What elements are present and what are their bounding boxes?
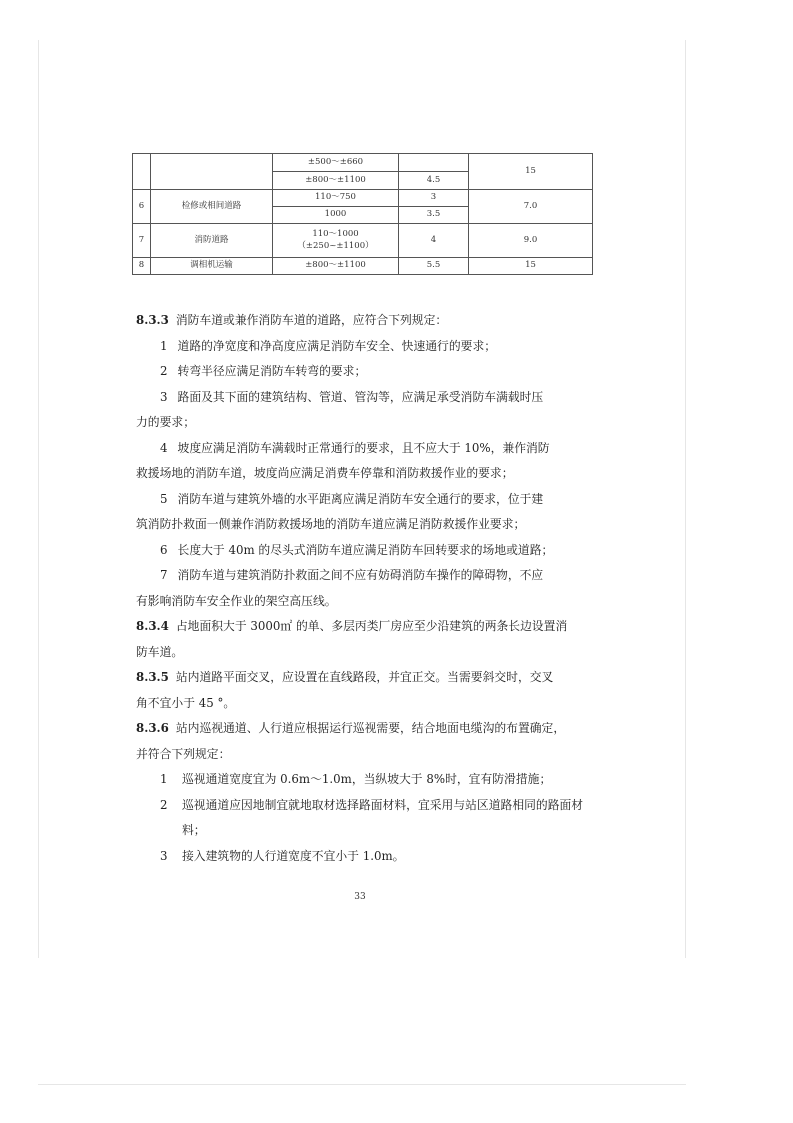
- road-spec-table: [132, 153, 593, 275]
- item-number: 5: [160, 491, 168, 506]
- list-item: [136, 385, 596, 411]
- table-cell: 4.5: [399, 172, 469, 190]
- list-item: [136, 436, 596, 462]
- item-number: 3: [160, 389, 168, 404]
- table-row: [133, 190, 593, 207]
- table-cell: 5.5: [399, 258, 469, 275]
- page-margin-line-left: [38, 40, 39, 958]
- item-text: 消防车道与建筑外墙的水平距离应满足消防车安全通行的要求，位于建: [177, 491, 544, 506]
- table-cell: ±500～±660: [273, 154, 399, 172]
- list-item: [160, 793, 596, 844]
- item-text: 道路的净宽度和净高度应满足消防车安全、快速通行的要求；: [177, 338, 497, 353]
- clause-8-3-4: [136, 614, 596, 640]
- item-text: 坡度应满足消防车满载时正常通行的要求，且不应大于 10%，兼作消防: [177, 440, 550, 455]
- item-continuation: 筑消防扑救面一侧兼作消防救援场地的消防车道应满足消防救援作业要求；: [136, 517, 526, 531]
- list-item: [160, 844, 596, 870]
- table-cell: 110～750: [273, 190, 399, 207]
- clause-8-3-6: [136, 716, 596, 742]
- list-item: [136, 538, 596, 564]
- clause-8-3-3: [136, 308, 596, 334]
- table-cell: 调相机运输: [151, 258, 273, 275]
- item-text: 路面及其下面的建筑结构、管道、管沟等，应满足承受消防车满载时压: [177, 389, 544, 404]
- item-number: 1: [160, 338, 168, 353]
- table-row: [133, 154, 593, 172]
- item-text: 接入建筑物的人行道宽度不宜小于 1.0m。: [182, 848, 405, 863]
- item-continuation: 有影响消防车安全作业的架空高压线。: [136, 593, 337, 608]
- table-cell: 3.5: [399, 207, 469, 224]
- clause-number: 8.3.5: [136, 670, 169, 684]
- item-text: 巡视通道宽度宜为 0.6m～1.0m，当纵坡大于 8%时，宜有防滑措施；: [182, 772, 552, 786]
- clause-number: 8.3.6: [136, 721, 169, 735]
- item-number: 4: [160, 440, 168, 455]
- page-number: 33: [354, 892, 366, 902]
- table-row: [133, 224, 593, 258]
- item-continuation: 救援场地的消防车道，坡度尚应满足消费车停靠和消防救援作业的要求；: [136, 466, 514, 480]
- table-cell: [133, 154, 151, 190]
- table-cell: 15: [469, 154, 593, 190]
- table-cell: 7: [133, 224, 151, 258]
- item-number: 7: [160, 568, 168, 582]
- list-item: [160, 767, 596, 793]
- clause-continuation: 防车道。: [136, 644, 184, 659]
- list-item: [136, 563, 596, 589]
- item-number: 2: [160, 797, 168, 812]
- table-cell: [273, 224, 399, 258]
- clause-text: 站内巡视通道、人行道应根据运行巡视需要，结合地面电缆沟的布置确定，: [175, 721, 566, 735]
- page-margin-line-right: [685, 40, 686, 958]
- table-cell: 检修或相间道路: [151, 190, 273, 224]
- cell-line: （±250~±1100）: [297, 240, 374, 251]
- clause-number: 8.3.4: [136, 619, 169, 633]
- list-item: [136, 334, 596, 360]
- item-text: 消防车道与建筑消防扑救面之间不应有妨碍消防车操作的障碍物，不应: [177, 568, 544, 582]
- item-text: 长度大于 40m 的尽头式消防车道应满足消防车回转要求的场地或道路；: [177, 542, 554, 557]
- list-item: [136, 359, 596, 385]
- table-cell: ±800～±1100: [273, 258, 399, 275]
- item-number: 6: [160, 542, 168, 557]
- table-cell: 3: [399, 190, 469, 207]
- clause-number: 8.3.3: [136, 313, 169, 327]
- table-cell: 15: [469, 258, 593, 275]
- table-cell: 8: [133, 258, 151, 275]
- item-continuation: 力的要求；: [136, 415, 195, 429]
- clause-8-3-5: [136, 665, 596, 691]
- page-margin-line-bottom: [38, 1084, 686, 1085]
- list-item: [136, 487, 596, 513]
- item-text: 转弯半径应满足消防车转弯的要求；: [177, 364, 367, 378]
- clause-continuation: 角不宜小于 45 °。: [136, 695, 236, 710]
- table-cell: 9.0: [469, 224, 593, 258]
- item-number: 1: [160, 772, 168, 786]
- table-cell: 4: [399, 224, 469, 258]
- table-cell: [151, 154, 273, 190]
- cell-line: 110～1000: [312, 229, 359, 240]
- clause-continuation: 并符合下列规定：: [136, 746, 231, 761]
- table-cell: 消防道路: [151, 224, 273, 258]
- item-text: 巡视通道应因地制宜就地取材选择路面材料，宜采用与站区道路相同的路面材料；: [182, 797, 584, 837]
- clause-text: 消防车道或兼作消防车道的道路，应符合下列规定：: [175, 313, 448, 327]
- body-text: [136, 308, 596, 869]
- item-number: 2: [160, 364, 168, 378]
- table-cell: ±800～±1100: [273, 172, 399, 190]
- table-row: [133, 258, 593, 275]
- item-number: 3: [160, 848, 168, 863]
- table-cell: [399, 154, 469, 172]
- clause-text: 站内道路平面交叉，应设置在直线路段，并宜正交。当需要斜交时，交叉: [175, 670, 554, 684]
- table-cell: 7.0: [469, 190, 593, 224]
- table-cell: 1000: [273, 207, 399, 224]
- table-cell: 6: [133, 190, 151, 224]
- clause-text: 占地面积大于 3000㎡ 的单、多层丙类厂房应至少沿建筑的两条长边设置消: [175, 619, 568, 633]
